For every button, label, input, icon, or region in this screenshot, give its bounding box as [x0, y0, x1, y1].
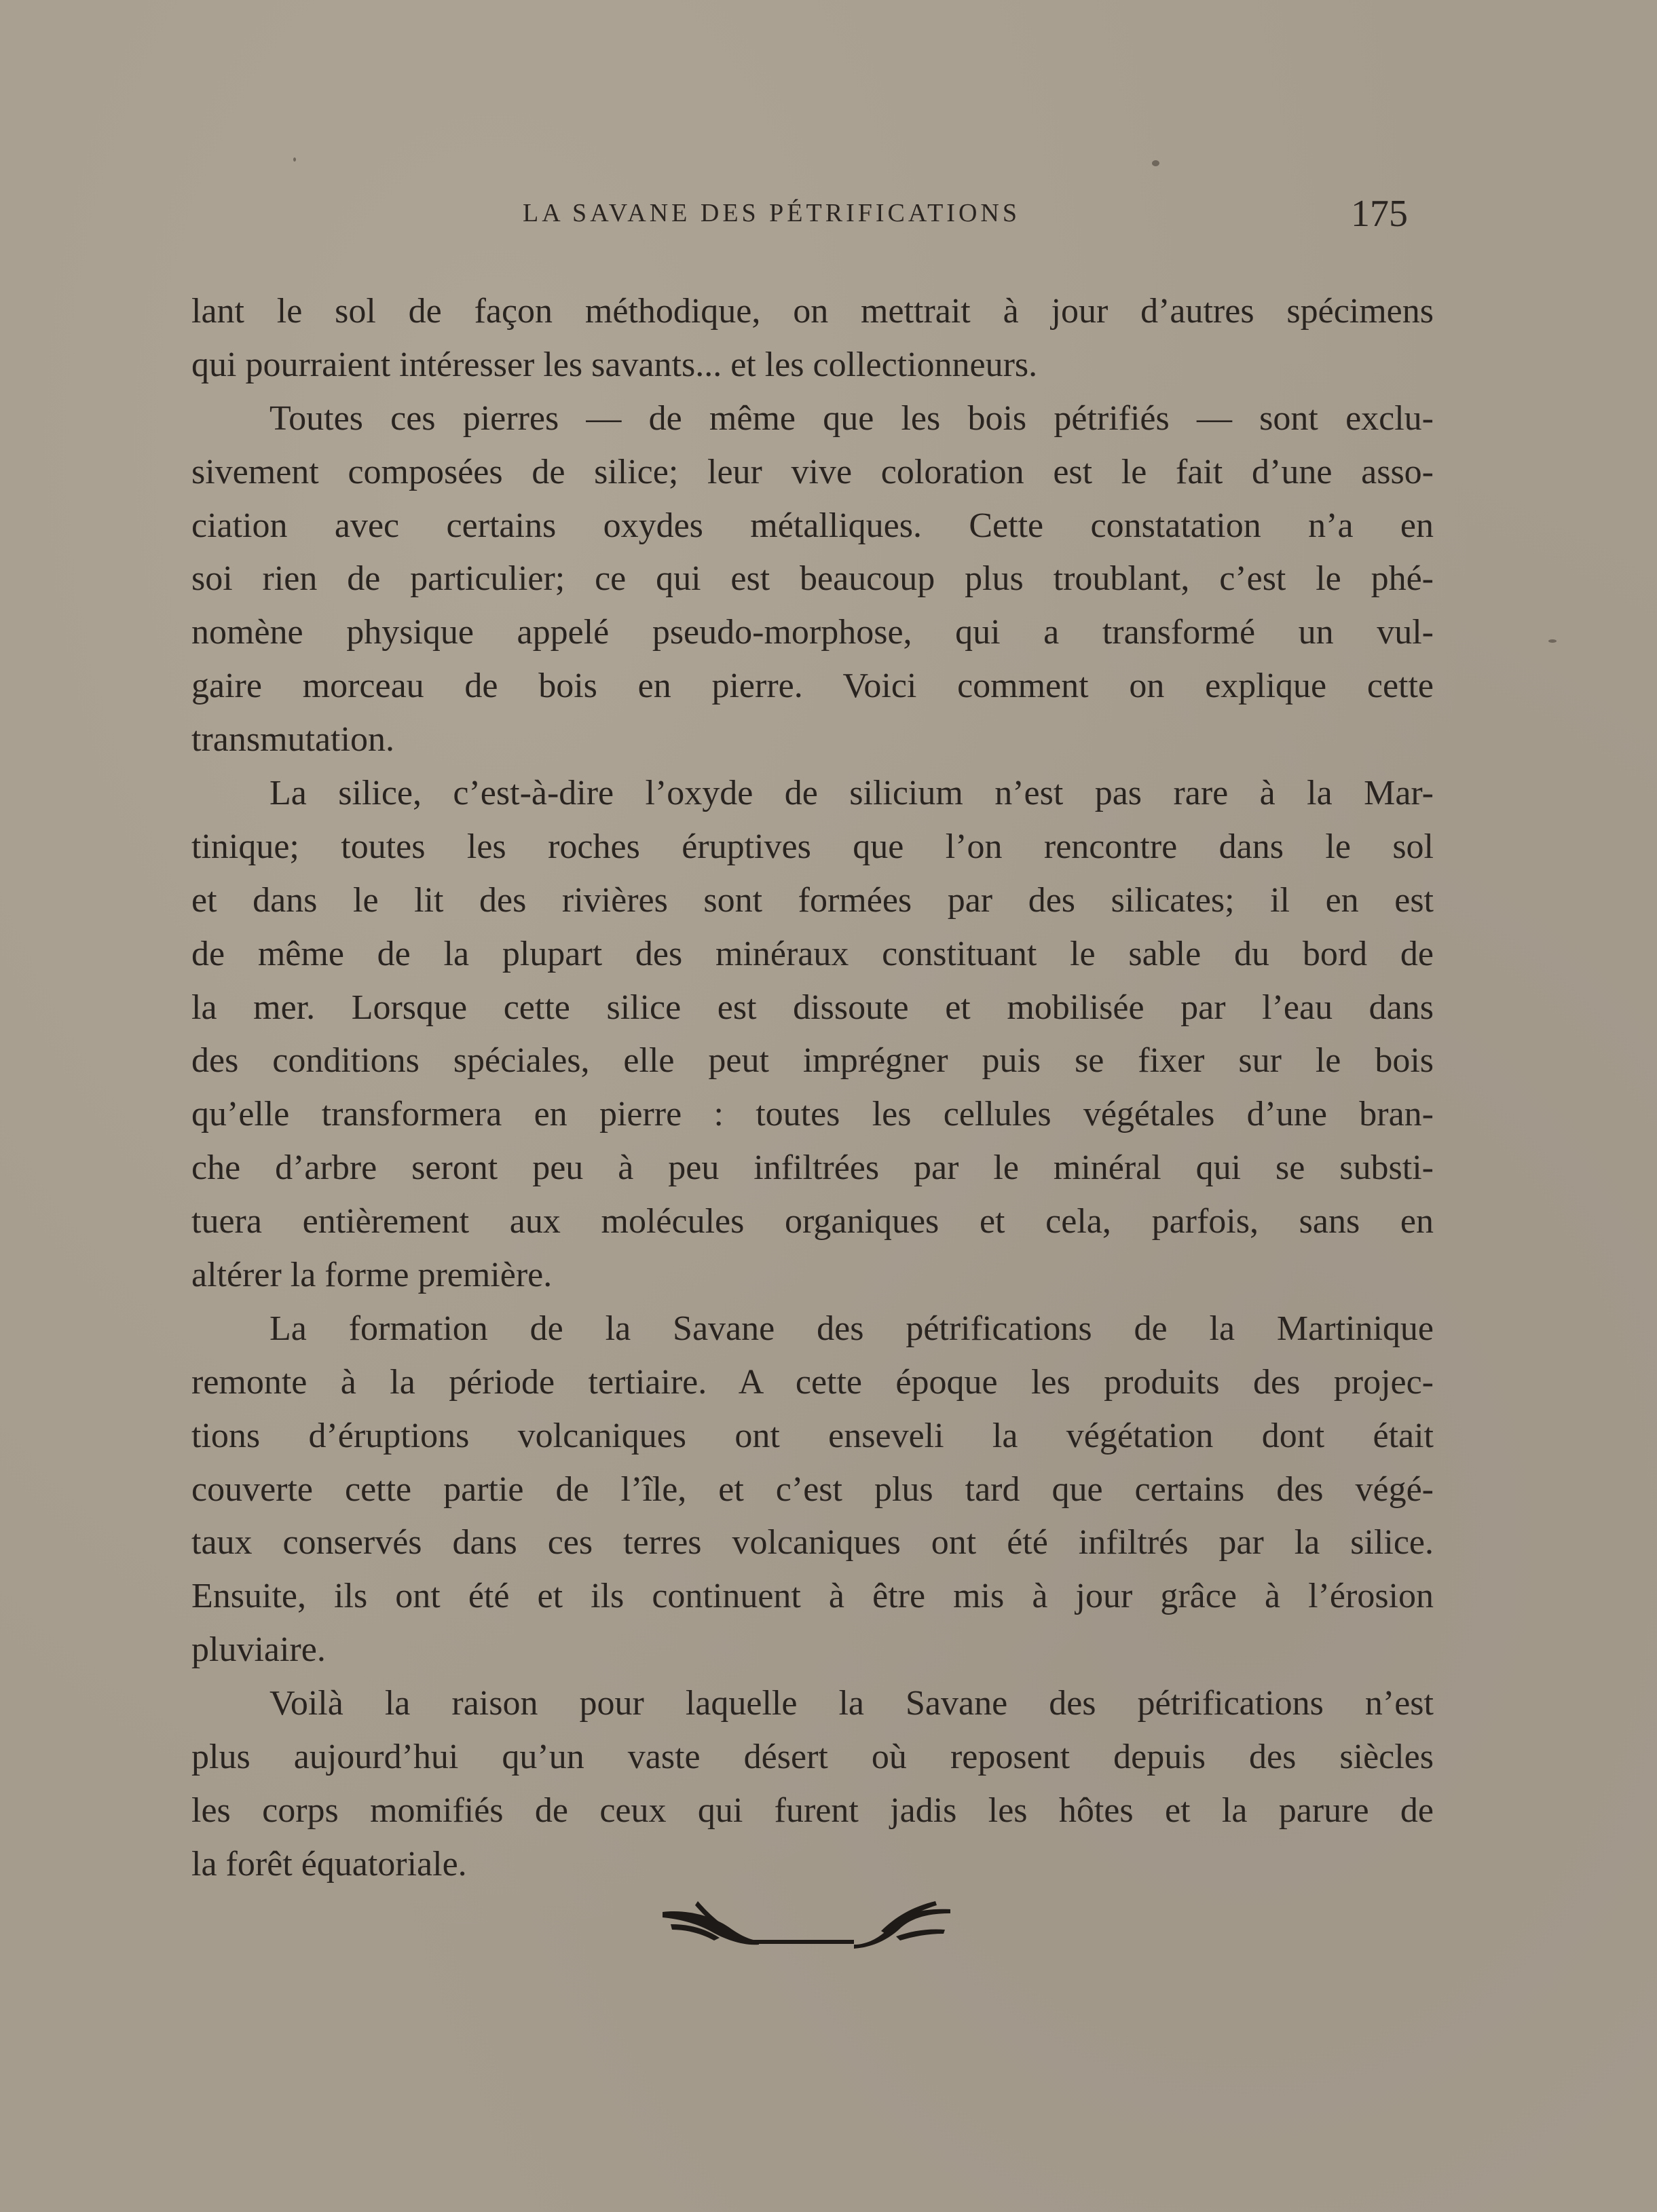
- text-line: soi rien de particulier; ce qui est beaucoup plus troublant, c’est le phé-: [191, 559, 1434, 599]
- text-line: remonte à la période tertiaire. A cette époque les produits des projec-: [191, 1362, 1434, 1402]
- paragraph: [191, 1677, 1434, 1892]
- text-line: ciation avec certains oxydes métalliques. Cette constatation n’a en: [191, 506, 1434, 545]
- text-line: pluviaire.: [191, 1630, 326, 1670]
- paragraph: [191, 392, 1434, 767]
- text-line: de même de la plupart des minéraux constituant le sable du bord de: [191, 934, 1434, 973]
- text-line: tuera entièrement aux molécules organiques et cela, parfois, sans en: [191, 1202, 1434, 1241]
- paper-speck: [1548, 639, 1557, 643]
- fleuron-icon: [657, 1897, 956, 1951]
- text-line: sivement composées de silice; leur vive coloration est le fait d’une asso-: [191, 452, 1434, 491]
- text-line: des conditions spéciales, elle peut imprégner puis se fixer sur le bois: [191, 1041, 1434, 1081]
- text-line: Ensuite, ils ont été et ils continuent à être mis à jour grâce à l’érosion: [191, 1577, 1434, 1616]
- text-line: qui pourraient intéresser les savants... et les collectionneurs.: [191, 345, 1038, 384]
- text-line: qu’elle transformera en pierre : toutes les cellules végétales d’une bran-: [191, 1095, 1434, 1134]
- text-line: Toutes ces pierres — de même que les bois pétrifiés — sont exclu-: [269, 398, 1434, 438]
- body-text: [191, 285, 1434, 1892]
- text-line: transmutation.: [191, 720, 394, 760]
- paper-speck: [293, 157, 296, 162]
- text-line: la forêt équatoriale.: [191, 1844, 467, 1883]
- paragraph: [191, 767, 1434, 1302]
- text-line: la mer. Lorsque cette silice est dissoute et mobilisée par l’eau dans: [191, 988, 1434, 1027]
- text-line: Voilà la raison pour laquelle la Savane des pétrifications n’est: [269, 1684, 1434, 1723]
- text-line: taux conservés dans ces terres volcaniques ont été infiltrés par la silice.: [191, 1523, 1434, 1562]
- text-line: plus aujourd’hui qu’un vaste désert où reposent depuis des siècles: [191, 1738, 1434, 1777]
- text-line: nomène physique appelé pseudo-morphose, qui a transformé un vul-: [191, 613, 1434, 652]
- text-line: che d’arbre seront peu à peu infiltrées par le minéral qui se substi-: [191, 1148, 1434, 1188]
- text-line: gaire morceau de bois en pierre. Voici comment on explique cette: [191, 667, 1434, 706]
- text-line: La formation de la Savane des pétrifications de la Martinique: [269, 1309, 1434, 1348]
- text-line: les corps momifiés de ceux qui furent jadis les hôtes et la parure de: [191, 1791, 1434, 1830]
- text-line: tions d’éruptions volcaniques ont enseveli la végétation dont était: [191, 1416, 1434, 1455]
- text-line: couverte cette partie de l’île, et c’est plus tard que certains des végé-: [191, 1469, 1434, 1509]
- text-line: altérer la forme première.: [191, 1256, 553, 1295]
- paragraph: [191, 1302, 1434, 1677]
- text-line: La silice, c’est-à-dire l’oxyde de silicium n’est pas rare à la Mar-: [269, 774, 1434, 813]
- text-line: tinique; toutes les roches éruptives que l’on rencontre dans le sol: [191, 827, 1434, 866]
- text-line: et dans le lit des rivières sont formées par des silicates; il en est: [191, 880, 1434, 920]
- text-line: lant le sol de façon méthodique, on mettrait à jour d’autres spécimens: [191, 292, 1434, 331]
- paragraph: [191, 285, 1434, 392]
- paper-speck: [1152, 160, 1159, 166]
- page-number: 175: [1351, 193, 1408, 235]
- running-title: LA SAVANE DES PÉTRIFICATIONS: [523, 199, 1020, 227]
